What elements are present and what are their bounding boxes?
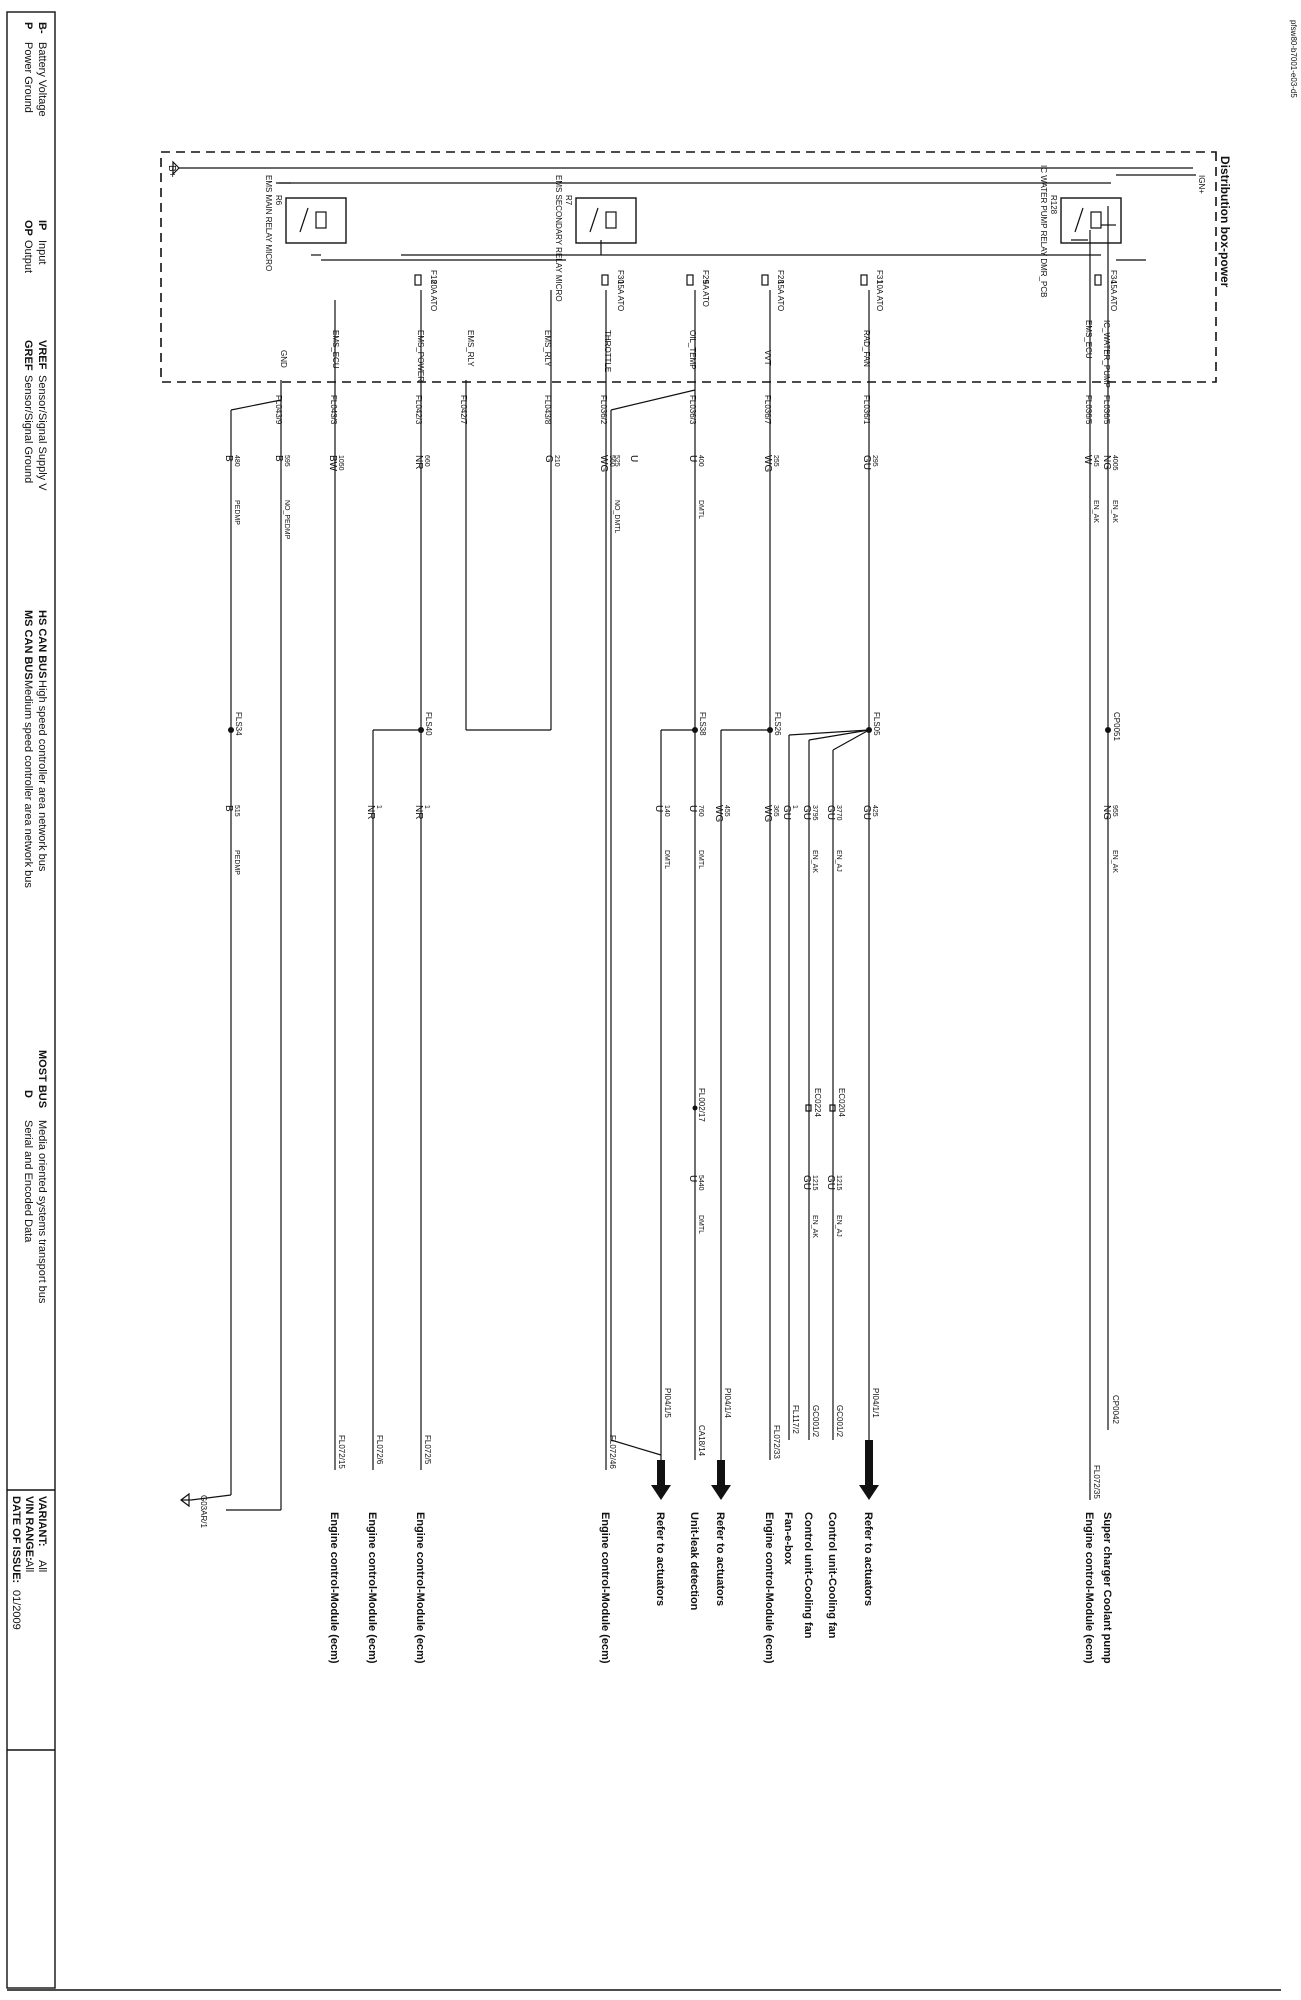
wire-number: 545 (1092, 455, 1099, 467)
wire-number: 425 (871, 805, 878, 817)
connector-label: FL043/9 (274, 395, 283, 425)
distribution-box (161, 152, 1232, 388)
wire-color: GU (781, 805, 792, 820)
wire-number: 5440 (697, 1175, 704, 1191)
wire-code: EN_AK (1092, 500, 1099, 523)
wire-color: NG (1101, 455, 1112, 470)
connector-label: FL036/1 (862, 395, 871, 425)
destination-label: Control unit-Cooling fan (826, 1512, 838, 1639)
splice-label: FLS34 (234, 712, 243, 736)
wire-code: DMTL (697, 500, 704, 520)
legend-text: Power Ground (22, 42, 34, 113)
legend-text: High speed controller area network bus (36, 680, 48, 872)
actuator-arrows (651, 1440, 879, 1500)
wire-number: 3795 (811, 805, 818, 821)
pin-label: EMS_RLY (466, 330, 475, 367)
wire-number: 525 (613, 455, 620, 467)
pin-label: EMS_POWER (416, 330, 425, 383)
wire-color: BW (327, 455, 338, 472)
wire-number: 1215 (835, 1175, 842, 1191)
connector-label: FL036/3 (688, 395, 697, 425)
end-connector-label: FL072/33 (772, 1425, 781, 1459)
info-value: All (36, 1560, 48, 1573)
wire-code: EN_AJ (835, 850, 842, 872)
destination-label: Unit-leak detection (688, 1512, 700, 1611)
fuse-rating: 15A ATO (1109, 280, 1118, 312)
wire-color: GU (825, 1175, 836, 1190)
legend-text: Serial and Encoded Data (22, 1120, 34, 1243)
wire-number: 400 (697, 455, 704, 467)
info-value: 01/2009 (10, 1590, 22, 1630)
wire-number: 955 (1111, 805, 1118, 817)
wire-color: U (687, 1175, 698, 1183)
wire-number: 1 (791, 805, 798, 809)
relay-name: EMS MAIN RELAY MICRO (264, 175, 273, 272)
connector-label: FL042/3 (414, 395, 423, 425)
end-connector-label: GC001/2 (835, 1405, 844, 1438)
splice-label: FLS38 (698, 712, 707, 736)
fuse-rating: 15A ATO (776, 280, 785, 312)
info-key: DATE OF ISSUE: (10, 1496, 22, 1584)
pin-label: VVT (763, 350, 772, 366)
wire-color: U (687, 455, 698, 463)
relay-id: R6 (274, 195, 283, 206)
end-connector-label: PI04/1/5 (663, 1388, 672, 1418)
wire-number: 140 (663, 805, 670, 817)
end-connector-label: PI04/1/4 (723, 1388, 732, 1418)
splice-label: CP0051 (1112, 712, 1121, 741)
wire-color: U (687, 805, 698, 813)
destinations (328, 1512, 1113, 1664)
wire-number: 760 (697, 805, 704, 817)
info-key: VIN RANGE: (23, 1496, 35, 1561)
wire-color: NR (413, 455, 424, 470)
connector-label: FL036/7 (763, 395, 772, 425)
wire-color: GU (861, 455, 872, 470)
destination-label: Super charger Coolant pump (1101, 1512, 1113, 1664)
fuse-rating: 5A ATO (701, 280, 710, 307)
end-connector-label: FL072/46 (608, 1435, 617, 1469)
splice-label: FLS26 (773, 712, 782, 736)
inline-connectors (687, 1088, 846, 1238)
wire-number: 255 (772, 455, 779, 467)
wire-number: 1 (375, 805, 382, 809)
legend-key: MOST BUS (36, 1050, 48, 1109)
legend-text: Media oriented systems transport bus (36, 1120, 48, 1304)
fuse-id: F28 (776, 270, 785, 284)
splice-dot (692, 727, 698, 733)
ign-label: IGN+ (1197, 175, 1206, 194)
wire-color: W (1082, 455, 1093, 465)
fuse-id: F29 (701, 270, 710, 284)
wire-color: GU (861, 805, 872, 820)
wire-code: DMTL (697, 850, 704, 870)
end-connector-label: PI04/1/1 (871, 1388, 880, 1418)
legend-key: B- (36, 22, 48, 34)
wire-code: EN_AK (811, 1215, 818, 1238)
splice-label: FLS40 (424, 712, 433, 736)
connector-label: FL043/3 (329, 395, 338, 425)
end-connector-label: FL072/6 (375, 1435, 384, 1465)
destination-label: Control unit-Cooling fan (802, 1512, 814, 1639)
legend-key: OP (22, 220, 34, 236)
fuse-id: F30 (616, 270, 625, 284)
legend-key: VREF (36, 340, 48, 370)
end-connector-label: FL072/5 (423, 1435, 432, 1465)
fuse-rating: 15A ATO (616, 280, 625, 312)
info-key: VARIANT: (36, 1496, 48, 1547)
destination-label: Refer to actuators (654, 1512, 666, 1607)
legend-text: Output (22, 240, 34, 274)
wire-number: 210 (553, 455, 560, 467)
wire-color: B (223, 455, 234, 462)
wire-color: U (653, 805, 664, 813)
wire-color: GU (825, 805, 836, 820)
splice-dot (767, 727, 773, 733)
fuse-rating: 10A ATO (875, 280, 884, 312)
wire-color: U (628, 455, 639, 463)
wire-color: GU (801, 805, 812, 820)
pin-label: GND (279, 350, 288, 368)
wire-color: WG (762, 805, 773, 823)
wire-color: G (543, 455, 554, 463)
destination-label: Engine control-Module (ecm) (328, 1512, 340, 1664)
wire-code: EN_AK (1111, 850, 1118, 873)
inline-connector-label: EC0224 (813, 1088, 822, 1117)
wire-code: EN_AJ (835, 1215, 842, 1237)
legend-key: GREF (22, 340, 34, 371)
pin-label: THROTTLE (603, 330, 612, 373)
wire-number: 4005 (1111, 455, 1118, 471)
connector-labels (274, 395, 1111, 425)
legend-text: Medium speed controller area network bus (22, 680, 34, 888)
legend-text: Sensor/Signal Supply V (36, 375, 48, 491)
end-connector-label: GC001/2 (811, 1405, 820, 1438)
legend-key: D (22, 1090, 34, 1098)
end-connector-label: CP0042 (1111, 1395, 1120, 1424)
distribution-box-title: Distribution box-power (1218, 156, 1232, 288)
wire-color: B (273, 455, 284, 462)
relay-id: R7 (564, 195, 573, 206)
splice-dot (228, 727, 234, 733)
wire-code: PEDMP (233, 850, 240, 875)
connector-label: FL036/2 (599, 395, 608, 425)
wire-code: DMTL (697, 1215, 704, 1235)
splice-dot (418, 727, 424, 733)
fuse-rating: 20A ATO (429, 280, 438, 312)
wire-color: NR (365, 805, 376, 820)
wire-code: NO_PEDMP (283, 500, 290, 540)
connector-label: FL036/5 (1102, 395, 1111, 425)
end-connector-label: FL072/35 (1092, 1465, 1101, 1499)
destination-label: Engine control-Module (ecm) (1083, 1512, 1095, 1664)
wire-code: EN_AK (811, 850, 818, 873)
pin-label: IC_WATER_PUMP (1102, 320, 1111, 389)
wire-color: GU (801, 1175, 812, 1190)
pin-label: EMS_ECU (1084, 320, 1093, 359)
wire-color: WG (713, 805, 724, 823)
end-connector-label: G03AR/1 (199, 1495, 208, 1528)
wire-number: 560 (608, 455, 615, 467)
legend-key: IP (36, 220, 48, 231)
wire-number: 295 (871, 455, 878, 467)
splices (228, 712, 1121, 741)
destination-label: Engine control-Module (ecm) (414, 1512, 426, 1664)
legend-text: Sensor/Signal Ground (22, 375, 34, 484)
relay-name: IC WATER PUMP RELAY DMR_PCB (1039, 165, 1048, 298)
legend (22, 22, 48, 1304)
wire-color: WG (762, 455, 773, 473)
pin-label: RAD_FAN (862, 330, 871, 367)
connector-label: FL042/7 (459, 395, 468, 425)
pin-label: EMS_RLY (543, 330, 552, 367)
end-connector-label: FL117/2 (791, 1405, 800, 1434)
wire-labels-mid (223, 805, 1118, 875)
wire-number: 480 (233, 455, 240, 467)
legend-key: MS CAN BUS (22, 610, 34, 680)
legend-key: P (22, 22, 34, 30)
pin-label: EMS_ECU (331, 330, 340, 369)
legend-text: Input (36, 240, 48, 265)
legend-text: Battery Voltage (36, 42, 48, 117)
inline-connector-label: EC0204 (837, 1088, 846, 1117)
wire-code: DMTL (663, 850, 670, 870)
connector-label: FL043/8 (543, 395, 552, 425)
variant-info (10, 1496, 48, 1630)
connector-label: FL036/5 (1084, 395, 1093, 425)
wire-number: 1050 (337, 455, 344, 471)
wire-color: WG (598, 455, 609, 473)
relay-name: EMS SECONDARY RELAY MICRO (554, 175, 563, 302)
wire-color: NG (1101, 805, 1112, 820)
wire-labels-top (223, 455, 1118, 540)
end-connector-label: CA18/14 (697, 1425, 706, 1457)
destination-label: Refer to actuators (862, 1512, 874, 1607)
legend-key: HS CAN BUS (36, 610, 48, 679)
wire-color: NR (413, 805, 424, 820)
end-connectors (199, 1388, 1120, 1528)
fuse-id: F31 (875, 270, 884, 284)
wire-code: PEDMP (233, 500, 240, 525)
wire-number: 595 (283, 455, 290, 467)
wire-code: NO_DMTL (613, 500, 620, 534)
bplus-label: B+ (166, 165, 177, 178)
splice-dot (1105, 727, 1111, 733)
wire-number: 660 (423, 455, 430, 467)
wire-number: 3770 (835, 805, 842, 821)
info-value: All (23, 1560, 35, 1573)
wire-color: B (223, 805, 234, 812)
drawing-code: pfsw80-b7001-e03-d5 (1289, 20, 1298, 98)
wire-number: 1 (423, 805, 430, 809)
wire-number: 455 (723, 805, 730, 817)
fuse-id: F34 (1109, 270, 1118, 284)
destination-label: Engine control-Module (ecm) (366, 1512, 378, 1664)
splice-label: FLS05 (872, 712, 881, 736)
destination-label: Engine control-Module (ecm) (599, 1512, 611, 1664)
fuse-id: F18 (429, 270, 438, 284)
wire-number: 1215 (811, 1175, 818, 1191)
wire-number: 365 (772, 805, 779, 817)
end-connector-label: FL072/15 (337, 1435, 346, 1469)
relay-id: R128 (1049, 195, 1058, 215)
wires (181, 206, 1108, 1510)
wire-number: 515 (233, 805, 240, 817)
splice-dot (866, 727, 872, 733)
destination-label: Fan-e-box (782, 1512, 794, 1565)
legend-frame (7, 12, 55, 1988)
destination-label: Refer to actuators (714, 1512, 726, 1607)
wire-code: EN_AK (1111, 500, 1118, 523)
pin-label: OIL_TEMP (688, 330, 697, 370)
inline-connector-label: FL002/17 (697, 1088, 706, 1122)
destination-label: Engine control-Module (ecm) (763, 1512, 775, 1664)
